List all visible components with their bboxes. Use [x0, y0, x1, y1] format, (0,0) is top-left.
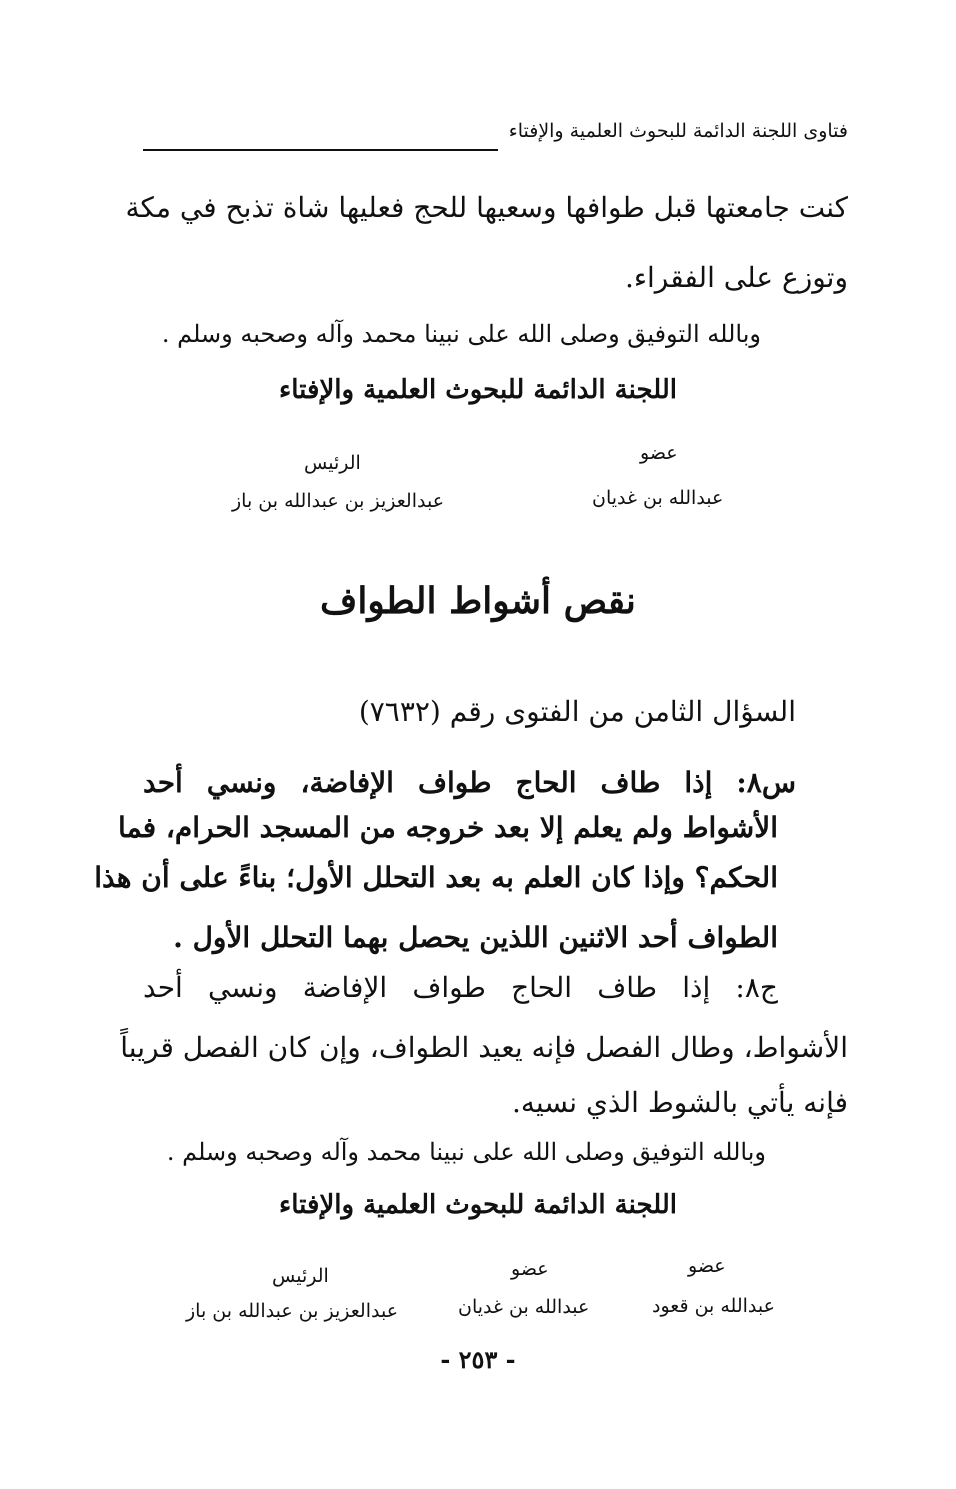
answer-line: ج٨: إذا طاف الحاج طواف الإفاضة ونسي أحد	[143, 971, 778, 1004]
signatory-title-member: عضو	[511, 1258, 549, 1280]
question-line: الطواف أحد الاثنين اللذين يحصل بهما التحلل الأول .	[173, 921, 778, 954]
signatory-title-chair: الرئيس	[272, 1265, 329, 1287]
answer-line: الأشواط، وطال الفصل فإنه يعيد الطواف، وإن كان الفصل قريباً	[120, 1031, 848, 1064]
header-rule	[143, 149, 498, 151]
signatory-name-chair: عبدالعزيز بن عبدالله بن باز	[186, 1300, 399, 1322]
page-number: - ٢٥٣ -	[440, 1345, 516, 1374]
section-title: نقص أشواط الطواف	[320, 580, 636, 622]
paragraph-line: وتوزع على الفقراء.	[624, 261, 848, 294]
closing-formula: وبالله التوفيق وصلى الله على نبينا محمد وآله وصحبه وسلم .	[161, 320, 761, 348]
question-line: الأشواط ولم يعلم إلا بعد خروجه من المسجد الحرام، فما	[118, 811, 778, 844]
signatory-title-member: عضو	[640, 442, 678, 464]
committee-name: اللجنة الدائمة للبحوث العلمية والإفتاء	[279, 1190, 677, 1220]
signatory-title-member: عضو	[688, 1255, 726, 1277]
signatory-name-member: عبدالله بن قعود	[652, 1295, 775, 1317]
running-header-title: فتاوى اللجنة الدائمة للبحوث العلمية والإفتاء	[508, 120, 848, 142]
signatory-title-chair: الرئيس	[304, 452, 361, 474]
committee-name: اللجنة الدائمة للبحوث العلمية والإفتاء	[279, 375, 677, 405]
question-intro: السؤال الثامن من الفتوى رقم (٧٦٣٢)	[358, 695, 796, 728]
closing-formula: وبالله التوفيق وصلى الله على نبينا محمد وآله وصحبه وسلم .	[166, 1138, 766, 1166]
question-line: س٨: إذا طاف الحاج طواف الإفاضة، ونسي أحد	[143, 766, 796, 799]
signatory-name-member: عبدالله بن غديان	[458, 1296, 590, 1318]
answer-line: فإنه يأتي بالشوط الذي نسيه.	[511, 1086, 848, 1119]
signatory-name-chair: عبدالعزيز بن عبدالله بن باز	[232, 490, 445, 512]
paragraph-line: كنت جامعتها قبل طوافها وسعيها للحج فعليها شاة تذبح في مكة	[125, 191, 848, 224]
signatory-name-member: عبدالله بن غديان	[592, 487, 724, 509]
question-line: الحكم؟ وإذا كان العلم به بعد التحلل الأول؛ بناءً على أن هذا	[94, 861, 778, 894]
